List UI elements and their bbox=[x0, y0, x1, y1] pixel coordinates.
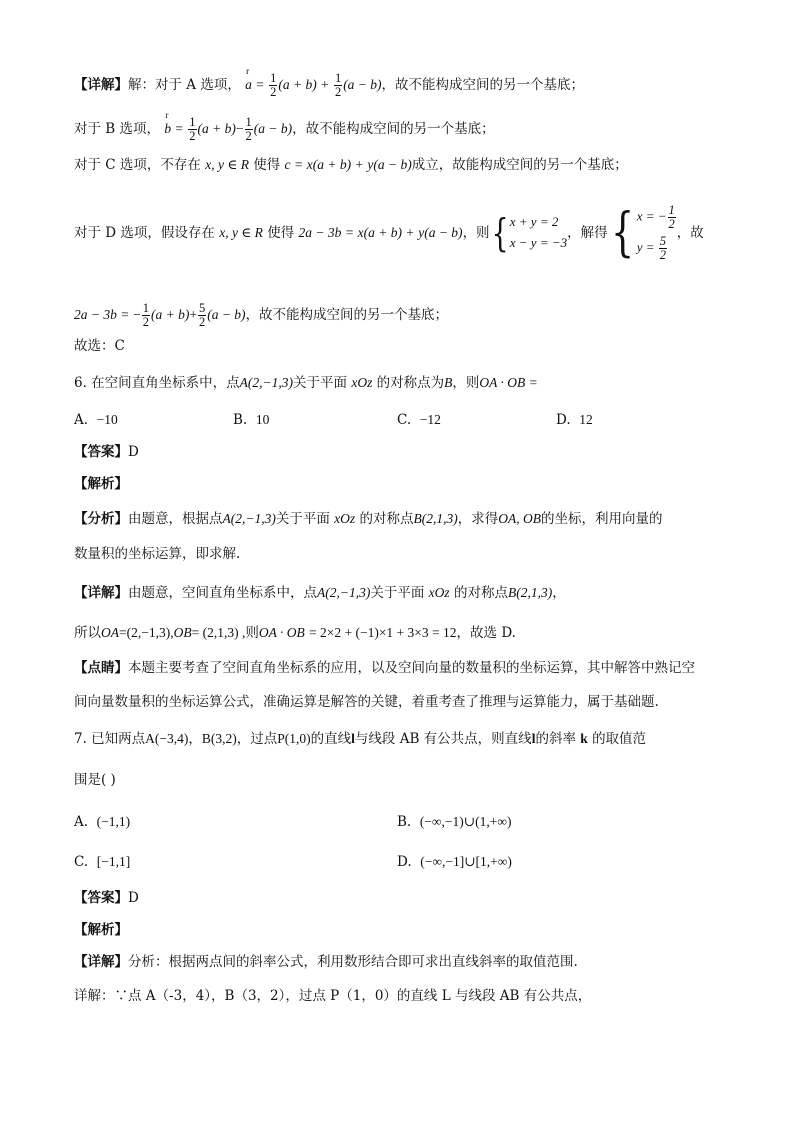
diff-ab: (a − b) bbox=[343, 77, 382, 93]
line-solve: ，解得 bbox=[567, 224, 608, 241]
dot-product-expr: OA · OB = bbox=[479, 375, 538, 390]
line-l: l bbox=[531, 731, 536, 746]
detail-tag: 【详解】 bbox=[74, 954, 128, 970]
answer-row bbox=[74, 446, 139, 460]
line-text: 对于 C 选项，不存在 bbox=[74, 157, 201, 173]
fraction-half: $\frac{1}{2}$ bbox=[142, 301, 149, 330]
fenxi-text: 的对称点 bbox=[359, 511, 414, 527]
answer-line: 故选：C bbox=[74, 338, 125, 354]
eq-sign: = bbox=[121, 307, 129, 323]
plane-xoz: xOz bbox=[334, 511, 356, 526]
line-text: 对于 D 选项，假设存在 bbox=[74, 225, 215, 241]
answer-tag: 【答案】 bbox=[74, 444, 128, 460]
var-y: y bbox=[367, 157, 374, 172]
line-then: ，则 bbox=[462, 225, 490, 241]
stem-text: 的对称点为 bbox=[376, 375, 445, 391]
sum-ab: (a + b) bbox=[278, 77, 317, 93]
fenxi-text: 由题意，根据点 bbox=[128, 511, 223, 527]
option-b[interactable]: B. 10 bbox=[233, 412, 270, 428]
option-a[interactable]: A. −10 bbox=[74, 412, 118, 428]
stem-text: ，过点 bbox=[236, 731, 278, 747]
option-b[interactable]: B. (−∞,−1)∪(1,+∞) bbox=[397, 814, 512, 830]
analysis-tag: 【解析】 bbox=[74, 476, 128, 492]
question-6-stem bbox=[74, 376, 538, 391]
point-b: B bbox=[444, 375, 453, 390]
detail-line-2: 详解：∵点 A（-3，4），B（3，2），过点 P（1，0）的直线 L 与线段 AB 有公共点， bbox=[74, 988, 592, 1004]
solution-system: x = − $\frac{1}{2}$ y = $\frac{5}{2}$ bbox=[636, 203, 675, 263]
var-x: x bbox=[357, 225, 364, 240]
stem-text: ，则 bbox=[452, 375, 480, 391]
solution-line-e bbox=[74, 302, 448, 329]
plane-xoz: xOz bbox=[351, 375, 373, 390]
stem-text: 7. 已知两点 bbox=[74, 731, 146, 747]
diff-ab: (a − b) bbox=[253, 121, 293, 137]
left-brace-icon: { bbox=[610, 203, 634, 264]
dianjing-line-2: 间向量数量积的坐标运算公式，准确运算是解答的关键，着重考查了推理与运算能力，属于基础题. bbox=[74, 694, 659, 710]
left-brace-icon: { bbox=[491, 211, 509, 256]
detail-line-1: 【详解】由题意，空间直角坐标系中，点A(2,−1,3)关于平面 xOz 的对称点B(2,1,3)， bbox=[74, 585, 566, 601]
vectors-oa-ob: OA, OB bbox=[498, 511, 541, 526]
detail-line-1: 【详解】分析：根据两点间的斜率公式，利用数形结合即可求出直线斜率的取值范围. bbox=[74, 954, 578, 970]
xy-in-r: x, y ∈ R bbox=[219, 225, 263, 240]
answer-value: D bbox=[128, 444, 139, 460]
diff-ab: (a − b) bbox=[424, 225, 463, 240]
minus-sign: − bbox=[235, 121, 244, 137]
point-a: A(2,−1,3) bbox=[317, 585, 371, 600]
stem-text: 的斜率 bbox=[535, 731, 576, 747]
slope-k: k bbox=[580, 731, 588, 746]
fraction-half: $\frac{1}{2}$ bbox=[334, 71, 342, 100]
option-a[interactable]: A. (−1,1) bbox=[74, 814, 131, 830]
sum-ab: (a + b) bbox=[363, 225, 402, 240]
point-p: P(1,0) bbox=[277, 731, 311, 746]
answer-value: D bbox=[128, 890, 139, 906]
fenxi-text: 的坐标，利用向量的 bbox=[540, 511, 663, 527]
eq-sign: = bbox=[256, 77, 264, 93]
question-7-stem-2: 围是( ) bbox=[74, 772, 116, 788]
plane-xoz: xOz bbox=[428, 585, 450, 600]
fraction-half: $\frac{1}{2}$ bbox=[245, 115, 252, 144]
detail-tag: 【详解】 bbox=[74, 585, 128, 601]
diff-ab: (a − b) bbox=[373, 157, 412, 172]
point-b: B(2,1,3) bbox=[413, 511, 458, 526]
fraction-half: $\frac{1}{2}$ bbox=[189, 115, 196, 144]
line-text: 对于 B 选项， bbox=[74, 121, 161, 138]
stem-text: 的取值范 bbox=[592, 731, 647, 747]
equation-system: x + y = 2 x − y = −3 bbox=[509, 214, 568, 251]
ob-value: = (2,1,3) ,则 bbox=[191, 625, 259, 640]
solution-line-c bbox=[74, 158, 628, 173]
line-tail: ，故不能构成空间的另一个基底； bbox=[245, 307, 449, 324]
line-l: l bbox=[351, 731, 355, 746]
vector-a: r a bbox=[245, 78, 252, 92]
line-mid: 使得 bbox=[267, 225, 295, 241]
point-a: A(2,−1,3) bbox=[222, 511, 276, 526]
plus-sign: + bbox=[355, 157, 364, 172]
fraction-half: $\frac{1}{2}$ bbox=[270, 71, 277, 100]
sum-ab: (a + b) bbox=[197, 121, 236, 137]
option-c[interactable]: C. −12 bbox=[397, 412, 441, 428]
solution-line-b bbox=[74, 116, 495, 143]
line-tail: ，故不能构成空间的另一个基底； bbox=[292, 121, 495, 138]
stem-text: 6. 在空间直角坐标系中，点 bbox=[74, 375, 240, 391]
vector-ob: OB bbox=[173, 625, 192, 640]
plus-sign: + bbox=[321, 77, 329, 93]
detail-tag: 【详解】 bbox=[74, 77, 128, 94]
fraction-five-half: $\frac{5}{2}$ bbox=[659, 234, 666, 263]
line-mid: 使得 bbox=[253, 157, 281, 173]
option-c[interactable]: C. [−1,1] bbox=[74, 854, 131, 870]
detail-end: ，故选 D. bbox=[456, 625, 516, 641]
dianjing-tag: 【点睛】 bbox=[74, 660, 128, 676]
option-d[interactable]: D. (−∞,−1]∪[1,+∞) bbox=[397, 854, 512, 870]
diff-ab: (a − b) bbox=[207, 307, 246, 323]
expr-2a-3b: 2a − 3b bbox=[74, 307, 117, 323]
analysis-tag: 【解析】 bbox=[74, 922, 128, 938]
vector-oa: OA bbox=[101, 625, 119, 640]
fenxi-line-1 bbox=[74, 512, 662, 527]
eq-sign: = bbox=[294, 157, 303, 172]
plus-sign: + bbox=[406, 225, 414, 240]
stem-text: 关于平面 bbox=[293, 375, 348, 391]
dot-expr: OA · OB bbox=[258, 625, 305, 640]
plus-sign: + bbox=[189, 307, 197, 323]
line-tail: ，故不能构成空间的另一个基底； bbox=[381, 77, 585, 94]
detail-text: 由题意，空间直角坐标系中，点 bbox=[128, 585, 317, 601]
point-b: B(2,1,3) bbox=[507, 585, 553, 600]
line-tail: 成立，故能构成空间的另一个基底； bbox=[411, 157, 628, 173]
fenxi-tag: 【分析】 bbox=[74, 511, 128, 527]
oa-value: =(2,−1,3), bbox=[119, 625, 174, 640]
line-text: 解：对于 A 选项， bbox=[128, 77, 241, 94]
var-y: y bbox=[418, 225, 425, 240]
eq-sign: = bbox=[175, 121, 183, 137]
point-a: A(−3,4) bbox=[145, 731, 189, 746]
fraction-five-half: $\frac{5}{2}$ bbox=[198, 301, 206, 330]
var-x: x bbox=[306, 157, 313, 172]
fenxi-text: ，求得 bbox=[457, 511, 499, 527]
dianjing-line-1: 【点睛】本题主要考查了空间直角坐标系的应用，以及空间向量的数量积的坐标运算，其中解答中熟记空 bbox=[74, 660, 695, 676]
solution-line-d bbox=[74, 204, 704, 264]
vector-b: r b bbox=[164, 122, 171, 136]
line-tail: ，故 bbox=[676, 224, 704, 241]
xy-in-r: x, y ∈ R bbox=[205, 157, 249, 172]
expr-2a-3b: 2a − 3b bbox=[298, 225, 342, 240]
question-7-stem-1: 7. 已知两点A(−3,4)，B(3,2)，过点P(1,0)的直线l与线段 AB 有公共点，则直线l的斜率 k 的取值范 bbox=[74, 731, 647, 747]
point-b: B(3,2) bbox=[201, 731, 237, 746]
sum-ab: (a + b) bbox=[150, 307, 190, 323]
detail-line-2 bbox=[74, 626, 516, 641]
solution-line-a bbox=[74, 72, 584, 99]
point-a: A(2,−1,3) bbox=[239, 375, 294, 390]
stem-text: 与线段 AB 有公共点，则直线 bbox=[354, 731, 532, 747]
detail-text: 的对称点 bbox=[453, 585, 508, 601]
answer-row bbox=[74, 892, 139, 906]
detail-text: 所以 bbox=[74, 625, 101, 641]
answer-tag: 【答案】 bbox=[74, 890, 128, 906]
vector-c: c bbox=[284, 157, 291, 172]
calc: = 2×2 + (−1)×1 + 3×3 = 12 bbox=[309, 625, 457, 640]
stem-text: 的直线 bbox=[310, 731, 352, 747]
minus-sign: − bbox=[133, 307, 141, 323]
fenxi-line-2: 数量积的坐标运算，即求解. bbox=[74, 546, 241, 562]
detail-text: 关于平面 bbox=[370, 585, 425, 601]
fenxi-text: 关于平面 bbox=[275, 511, 330, 527]
option-d[interactable]: D. 12 bbox=[556, 412, 593, 428]
fraction-half: $\frac{1}{2}$ bbox=[668, 203, 675, 232]
sum-ab: (a + b) bbox=[312, 157, 352, 172]
eq-sign: = bbox=[345, 225, 354, 240]
